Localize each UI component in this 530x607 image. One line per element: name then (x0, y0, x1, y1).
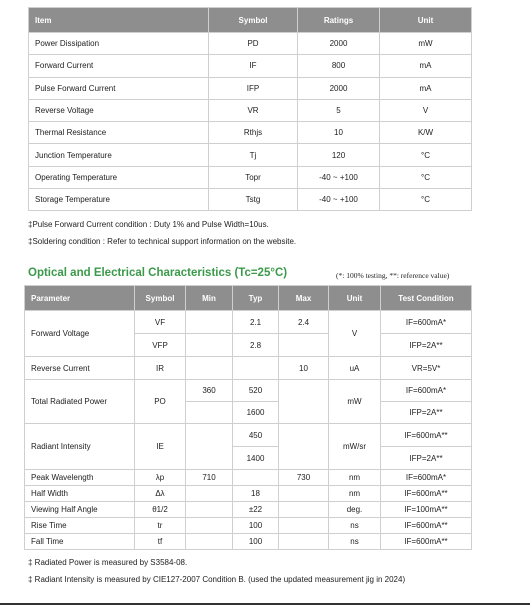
condition-cell: IF=600mA** (381, 424, 472, 447)
max-cell (279, 518, 329, 534)
param-cell: Total Radiated Power (25, 380, 135, 424)
param-cell: Rise Time (25, 518, 135, 534)
rating-cell: 2000 (298, 33, 380, 55)
max-cell (279, 486, 329, 502)
typ-cell: 100 (233, 534, 279, 550)
unit-cell: °C (380, 189, 472, 211)
typ-cell (233, 470, 279, 486)
condition-cell: IF=600mA* (381, 311, 472, 334)
header-ratings: Ratings (298, 8, 380, 33)
unit-cell: nm (329, 486, 381, 502)
typ-cell: 520 (233, 380, 279, 402)
max-cell: 2.4 (279, 311, 329, 334)
unit-cell: °C (380, 166, 472, 188)
absolute-ratings-table (28, 7, 472, 211)
table-row (25, 502, 472, 518)
symbol-cell: λp (135, 470, 186, 486)
table-row (29, 77, 472, 99)
max-cell (279, 334, 329, 357)
rating-cell: -40 ~ +100 (298, 189, 380, 211)
unit-cell: mA (380, 55, 472, 77)
rating-cell: 5 (298, 99, 380, 121)
table-row (29, 99, 472, 121)
symbol-cell: IFP (209, 77, 298, 99)
typ-cell: 1600 (233, 402, 279, 424)
max-cell (279, 380, 329, 424)
header-unit: Unit (380, 8, 472, 33)
table-row (25, 534, 472, 550)
symbol-cell: IE (135, 424, 186, 470)
symbol-cell: Rthjs (209, 122, 298, 144)
min-cell (186, 402, 233, 424)
table-row (25, 518, 472, 534)
condition-cell: IF=600mA** (381, 518, 472, 534)
min-cell (186, 311, 233, 334)
unit-cell: mW (329, 380, 381, 424)
unit-cell: °C (380, 144, 472, 166)
unit-cell: uA (329, 357, 381, 380)
symbol-cell: Δλ (135, 486, 186, 502)
symbol-cell: Tstg (209, 189, 298, 211)
min-cell (186, 424, 233, 470)
condition-cell: IF=600mA** (381, 486, 472, 502)
table-row (29, 33, 472, 55)
unit-cell: mW/sr (329, 424, 381, 470)
min-cell (186, 518, 233, 534)
symbol-cell: PD (209, 33, 298, 55)
symbol-cell: VF (135, 311, 186, 334)
item-cell: Pulse Forward Current (29, 77, 209, 99)
unit-cell: ns (329, 534, 381, 550)
header-symbol: Symbol (135, 286, 186, 311)
table-row (25, 357, 472, 380)
header-typ: Typ (233, 286, 279, 311)
table-row (25, 470, 472, 486)
testing-legend: (*: 100% testing, **: reference value) (336, 271, 450, 280)
typ-cell: 18 (233, 486, 279, 502)
symbol-cell: θ1/2 (135, 502, 186, 518)
min-cell (186, 486, 233, 502)
max-cell: 730 (279, 470, 329, 486)
unit-cell: V (329, 311, 381, 357)
condition-cell: IF=100mA** (381, 502, 472, 518)
condition-cell: IF=600mA* (381, 380, 472, 402)
symbol-cell: tf (135, 534, 186, 550)
header-unit: Unit (329, 286, 381, 311)
max-cell (279, 424, 329, 470)
item-cell: Operating Temperature (29, 166, 209, 188)
typ-cell: 2.8 (233, 334, 279, 357)
item-cell: Power Dissipation (29, 33, 209, 55)
table-row (29, 144, 472, 166)
param-cell: Radiant Intensity (25, 424, 135, 470)
rating-cell: 800 (298, 55, 380, 77)
optical-characteristics-table (24, 285, 472, 550)
param-cell: Viewing Half Angle (25, 502, 135, 518)
unit-cell: mW (380, 33, 472, 55)
item-cell: Thermal Resistance (29, 122, 209, 144)
unit-cell: V (380, 99, 472, 121)
condition-cell: IF=600mA** (381, 534, 472, 550)
radiant-intensity-note: ‡ Radiant Intensity is measured by CIE127-2007 Condition B. (used the updated measurement jig in 2024) (28, 575, 406, 584)
symbol-cell: IR (135, 357, 186, 380)
table-row (25, 424, 472, 447)
pulse-current-note: ‡Pulse Forward Current condition : Duty 1% and Pulse Width=10us. (28, 220, 269, 229)
header-parameter: Parameter (25, 286, 135, 311)
param-cell: Fall Time (25, 534, 135, 550)
unit-cell: mA (380, 77, 472, 99)
param-cell: Forward Voltage (25, 311, 135, 357)
typ-cell: 2.1 (233, 311, 279, 334)
symbol-cell: PO (135, 380, 186, 424)
typ-cell: 100 (233, 518, 279, 534)
symbol-cell: VFP (135, 334, 186, 357)
rating-cell: 10 (298, 122, 380, 144)
rating-cell: -40 ~ +100 (298, 166, 380, 188)
table-row (29, 122, 472, 144)
min-cell (186, 534, 233, 550)
radiated-power-note: ‡ Radiated Power is measured by S3584-08. (28, 558, 188, 567)
item-cell: Reverse Voltage (29, 99, 209, 121)
typ-cell (233, 357, 279, 380)
unit-cell: nm (329, 470, 381, 486)
optical-section-title: Optical and Electrical Characteristics (Tc=25°C) (28, 267, 288, 279)
unit-cell: K/W (380, 122, 472, 144)
item-cell: Junction Temperature (29, 144, 209, 166)
header-item: Item (29, 8, 209, 33)
header-test-condition: Test Condition (381, 286, 472, 311)
param-cell: Half Width (25, 486, 135, 502)
param-cell: Peak Wavelength (25, 470, 135, 486)
condition-cell: IF=600mA* (381, 470, 472, 486)
min-cell (186, 334, 233, 357)
min-cell (186, 502, 233, 518)
table-row (29, 55, 472, 77)
condition-cell: VR=5V* (381, 357, 472, 380)
min-cell: 710 (186, 470, 233, 486)
table-row (29, 166, 472, 188)
condition-cell: IFP=2A** (381, 447, 472, 470)
header-min: Min (186, 286, 233, 311)
unit-cell: deg. (329, 502, 381, 518)
max-cell (279, 534, 329, 550)
header-max: Max (279, 286, 329, 311)
soldering-note: ‡Soldering condition : Refer to technical support information on the website. (28, 237, 297, 246)
header-symbol: Symbol (209, 8, 298, 33)
typ-cell: 450 (233, 424, 279, 447)
min-cell: 360 (186, 380, 233, 402)
item-cell: Storage Temperature (29, 189, 209, 211)
typ-cell: ±22 (233, 502, 279, 518)
typ-cell: 1400 (233, 447, 279, 470)
table-header-row (29, 8, 472, 33)
condition-cell: IFP=2A** (381, 334, 472, 357)
table-row (25, 486, 472, 502)
symbol-cell: VR (209, 99, 298, 121)
min-cell (186, 357, 233, 380)
symbol-cell: tr (135, 518, 186, 534)
table-row (25, 380, 472, 402)
condition-cell: IFP=2A** (381, 402, 472, 424)
item-cell: Forward Current (29, 55, 209, 77)
param-cell: Reverse Current (25, 357, 135, 380)
symbol-cell: Topr (209, 166, 298, 188)
rating-cell: 120 (298, 144, 380, 166)
bottom-divider (0, 603, 530, 605)
max-cell: 10 (279, 357, 329, 380)
rating-cell: 2000 (298, 77, 380, 99)
symbol-cell: Tj (209, 144, 298, 166)
table-header-row (25, 286, 472, 311)
max-cell (279, 502, 329, 518)
table-row (29, 189, 472, 211)
symbol-cell: IF (209, 55, 298, 77)
table-row (25, 311, 472, 334)
unit-cell: ns (329, 518, 381, 534)
